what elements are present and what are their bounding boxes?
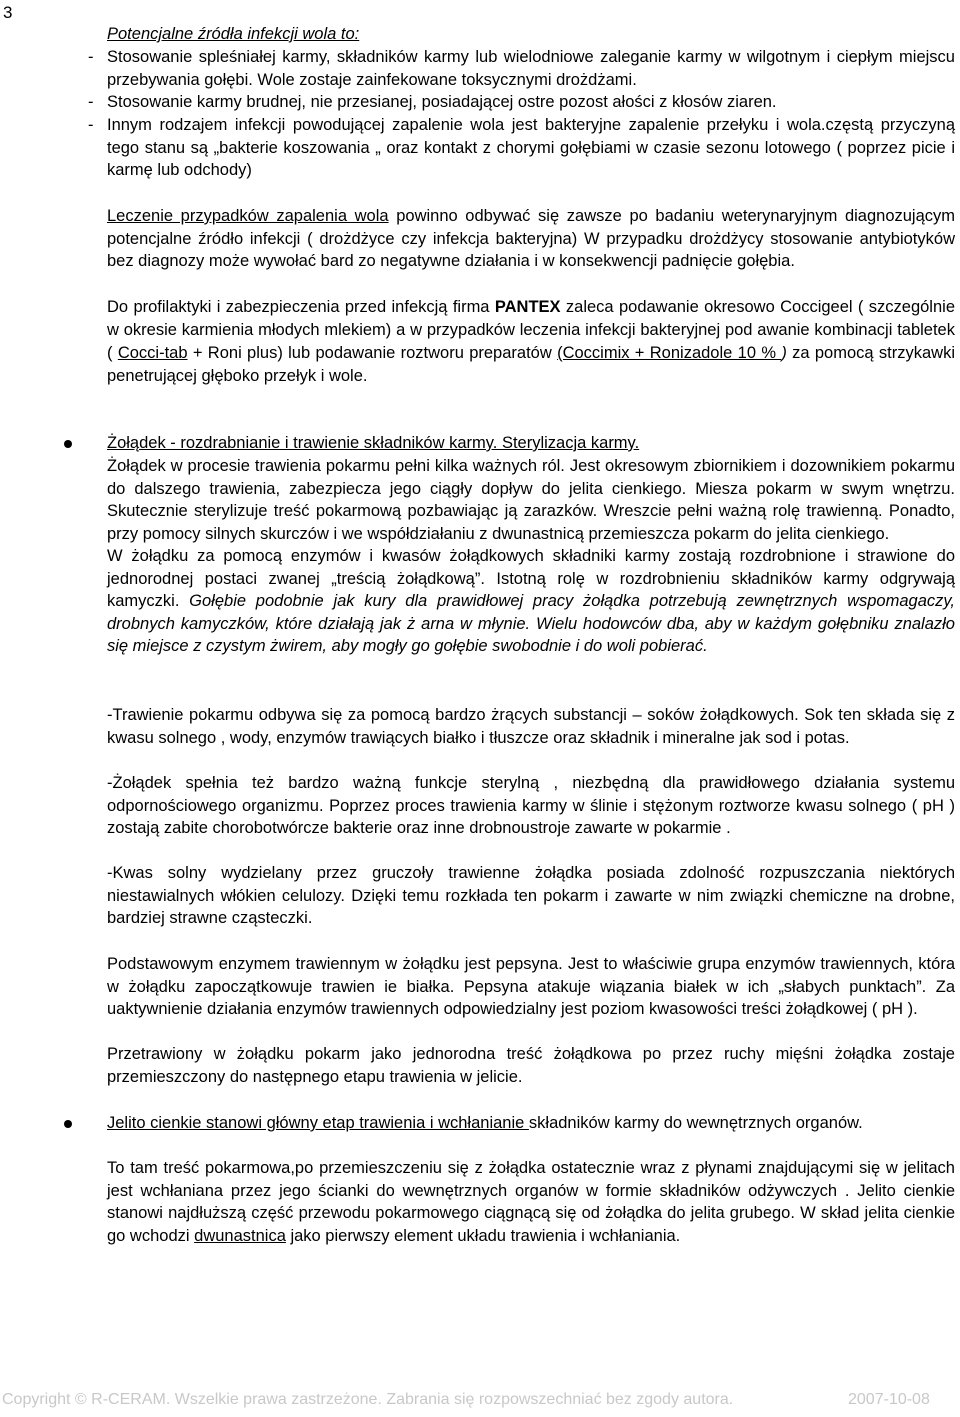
- stomach-paragraph: Podstawowym enzymem trawiennym w żołądku jest pepsyna. Jest to właściwie grupa enzymów trawiennych, która w żołądku zapoczątkowuje trawien ie białka. Pepsyna atakuje wiązania białek w ich „słabych punktach”. Za uaktywnienie działania enzymów trawiennych odpowiedzialny jest poziom kwasowości treści żołądkowej ( pH ).: [107, 955, 955, 1018]
- stomach-paragraph: [107, 455, 955, 658]
- bullet-icon: [64, 440, 72, 448]
- treatment-heading: Leczenie przypadków zapalenia wola: [107, 207, 389, 225]
- brand-name: PANTEX: [494, 298, 561, 316]
- footer: [0, 1389, 960, 1417]
- stomach-heading: [107, 432, 955, 455]
- text-span: składników karmy do wewnętrznych organów.: [528, 1114, 863, 1132]
- treatment-paragraph: [107, 205, 955, 273]
- text-span: Żołądek w procesie trawienia pokarmu pełni kilka ważnych ról. Jest okresowym zbiornikiem i dozownikiem pokarmu do dalszego trawienia, zabezpiecza jego ciągły dopływ do jelita cienkiego. Miesza pokarm w swym wnętrzu. Skutecznie sterylizuje treść pokarmową pozbawiając ją zarazków. Wreszcie pełni ważną rolę trawienną. Ponadto, przy pomocy silnych skurczów i we współdziałaniu z dwunastnicą przemieszcza pokarm do jelita cienkiego.: [107, 457, 955, 543]
- dash-marker: -: [88, 116, 94, 134]
- list-item: Stosowanie karmy brudnej, nie przesianej, posiadającej ostre pozost ałości z kłosów ziaren.: [107, 93, 777, 111]
- bullet-icon: [64, 1120, 72, 1128]
- text-span: To tam treść pokarmowa,po przemieszczeniu się z żołądka ostatecznie wraz z płynami znajdującymi się w jelitach jest wchłaniana przez jego ścianki do wewnętrznych organów w formie składników odżywczych . Jelito cienkie stanowi najdłuższą część przewodu pokarmowego ciągnącą się od żołądka do jelita grubego. W skład jelita cienkie go wchodzi: [107, 1159, 955, 1245]
- prophylaxis-paragraph: [107, 296, 955, 388]
- product-name: Cocci-tab: [117, 344, 188, 362]
- intestine-paragraph: [107, 1157, 955, 1247]
- list-item: Innym rodzajem infekcji powodującej zapalenie wola jest bakteryjne zapalenie przełyku i wola.częstą przyczyną tego stanu są „bakterie koszowania „ oraz kontakt z chorymi gołębiami w czasie sezonu lotowego ( poprzez picie i karmę lub odchody): [107, 116, 955, 179]
- stomach-paragraph: -Trawienie pokarmu odbywa się za pomocą bardzo żrących substancji – soków żołądkowych. Sok ten składa się z kwasu solnego , wody, enzymów trawiących białko i tłuszcze oraz składnik i mineralne jak sod i potas.: [107, 706, 955, 747]
- text-span: W żołądku za pomocą enzymów i kwasów żołądkowych składniki karmy zostają rozdrobnione i strawione do jednorodnej postaci zwanej „treścią żołądkową”. Istotną rolę w rozdrobnieniu składników karmy odgrywają kamyczki.: [107, 547, 955, 610]
- list-item: Stosowanie spleśniałej karmy, składników karmy lub wielodniowe zaleganie karmy w wilgotnym i ciepłym miejscu przebywania gołębi. Wole zostaje zainfekowane toksycznymi drożdżami.: [107, 48, 955, 89]
- heading-text: Potencjalne źródła infekcji wola to:: [107, 25, 360, 43]
- text-span: zaleca podawanie okresowo Coccigeel ( szczególnie w okresie karmienia młodych mlekiem) a w przypadków leczenia infekcji bakteryjnej pod awanie kombinacji tabletek (: [107, 298, 955, 362]
- text-span: + Roni plus) lub podawanie roztworu preparatów: [187, 344, 558, 362]
- page-number: 3: [3, 3, 13, 22]
- dash-marker: -: [88, 48, 94, 66]
- footer-date: 2007-10-08: [848, 1391, 930, 1408]
- product-name: (Coccimix + Ronizadole 10 %: [557, 344, 782, 362]
- text-span: ): [781, 344, 787, 362]
- stomach-paragraph: -Kwas solny wydzielany przez gruczoły trawienne żołądka posiada zdolność rozpuszczania niektórych niestawialnych włókien celulozy. Dzięki temu rozkłada ten pokarm i zawarte w nim związki chemiczne na drobne, bardziej strawne cząsteczki.: [107, 864, 955, 927]
- text-span: za pomocą strzykawki penetrującej głęboko przełyk i wole.: [107, 344, 955, 385]
- text-span: jako pierwszy element układu trawienia i wchłaniania.: [285, 1226, 681, 1245]
- underlined-term: dwunastnica: [194, 1226, 286, 1245]
- stomach-paragraph: Przetrawiony w żołądku pokarm jako jednorodna treść żołądkowa po przez ruchy mięśni żołądka zostaje przemieszczony do następnego etapu trawienia w jelicie.: [107, 1045, 955, 1086]
- copyright-text: Copyright © R-CERAM. Wszelkie prawa zastrzeżone. Zabrania się rozpowszechniać bez zgody autora.: [2, 1391, 734, 1408]
- heading-text: Żołądek - rozdrabnianie i trawienie składników karmy. Sterylizacja karmy.: [107, 434, 640, 452]
- stomach-paragraph: -Żołądek spełnia też bardzo ważną funkcje sterylną , niezbędną dla prawidłowego działania systemu odpornościowego organizmu. Poprzez proces trawienia karmy w ślinie i stężonym roztworze kwasu solnego ( pH ) zostają zabite chorobotwórcze bakterie oraz inne drobnoustroje zawarte w pokarmie .: [107, 774, 955, 837]
- intestine-paragraph: [107, 1112, 955, 1135]
- text-span: Do profilaktyki i zabezpieczenia przed infekcją firma: [107, 298, 495, 316]
- treatment-text: powinno odbywać się zawsze po badaniu weterynaryjnym diagnozującym potencjalne źródło infekcji ( drożdżyce czy infekcja bakteryjna) W przypadku drożdżycy stosowanie antybiotyków bez diagnozy może wywołać bard zo negatywne działania i w konsekwencji padnięcie gołębia.: [107, 207, 956, 270]
- infection-sources-heading: [107, 23, 955, 46]
- intestine-heading: Jelito cienkie stanowi główny etap trawienia i wchłanianie: [107, 1114, 529, 1132]
- dash-marker: -: [88, 93, 94, 111]
- italic-text: Gołębie podobnie jak kury dla prawidłowej pracy żołądka potrzebują zewnętrznych wspomagaczy, drobnych kamyczków, które działają jak ż arna w młynie. Wielu hodowców dba, aby w każdym gołębniku znalazło się miejsce z czystym żwirem, aby mogły go gołębie swobodnie i do woli pobierać.: [107, 592, 955, 655]
